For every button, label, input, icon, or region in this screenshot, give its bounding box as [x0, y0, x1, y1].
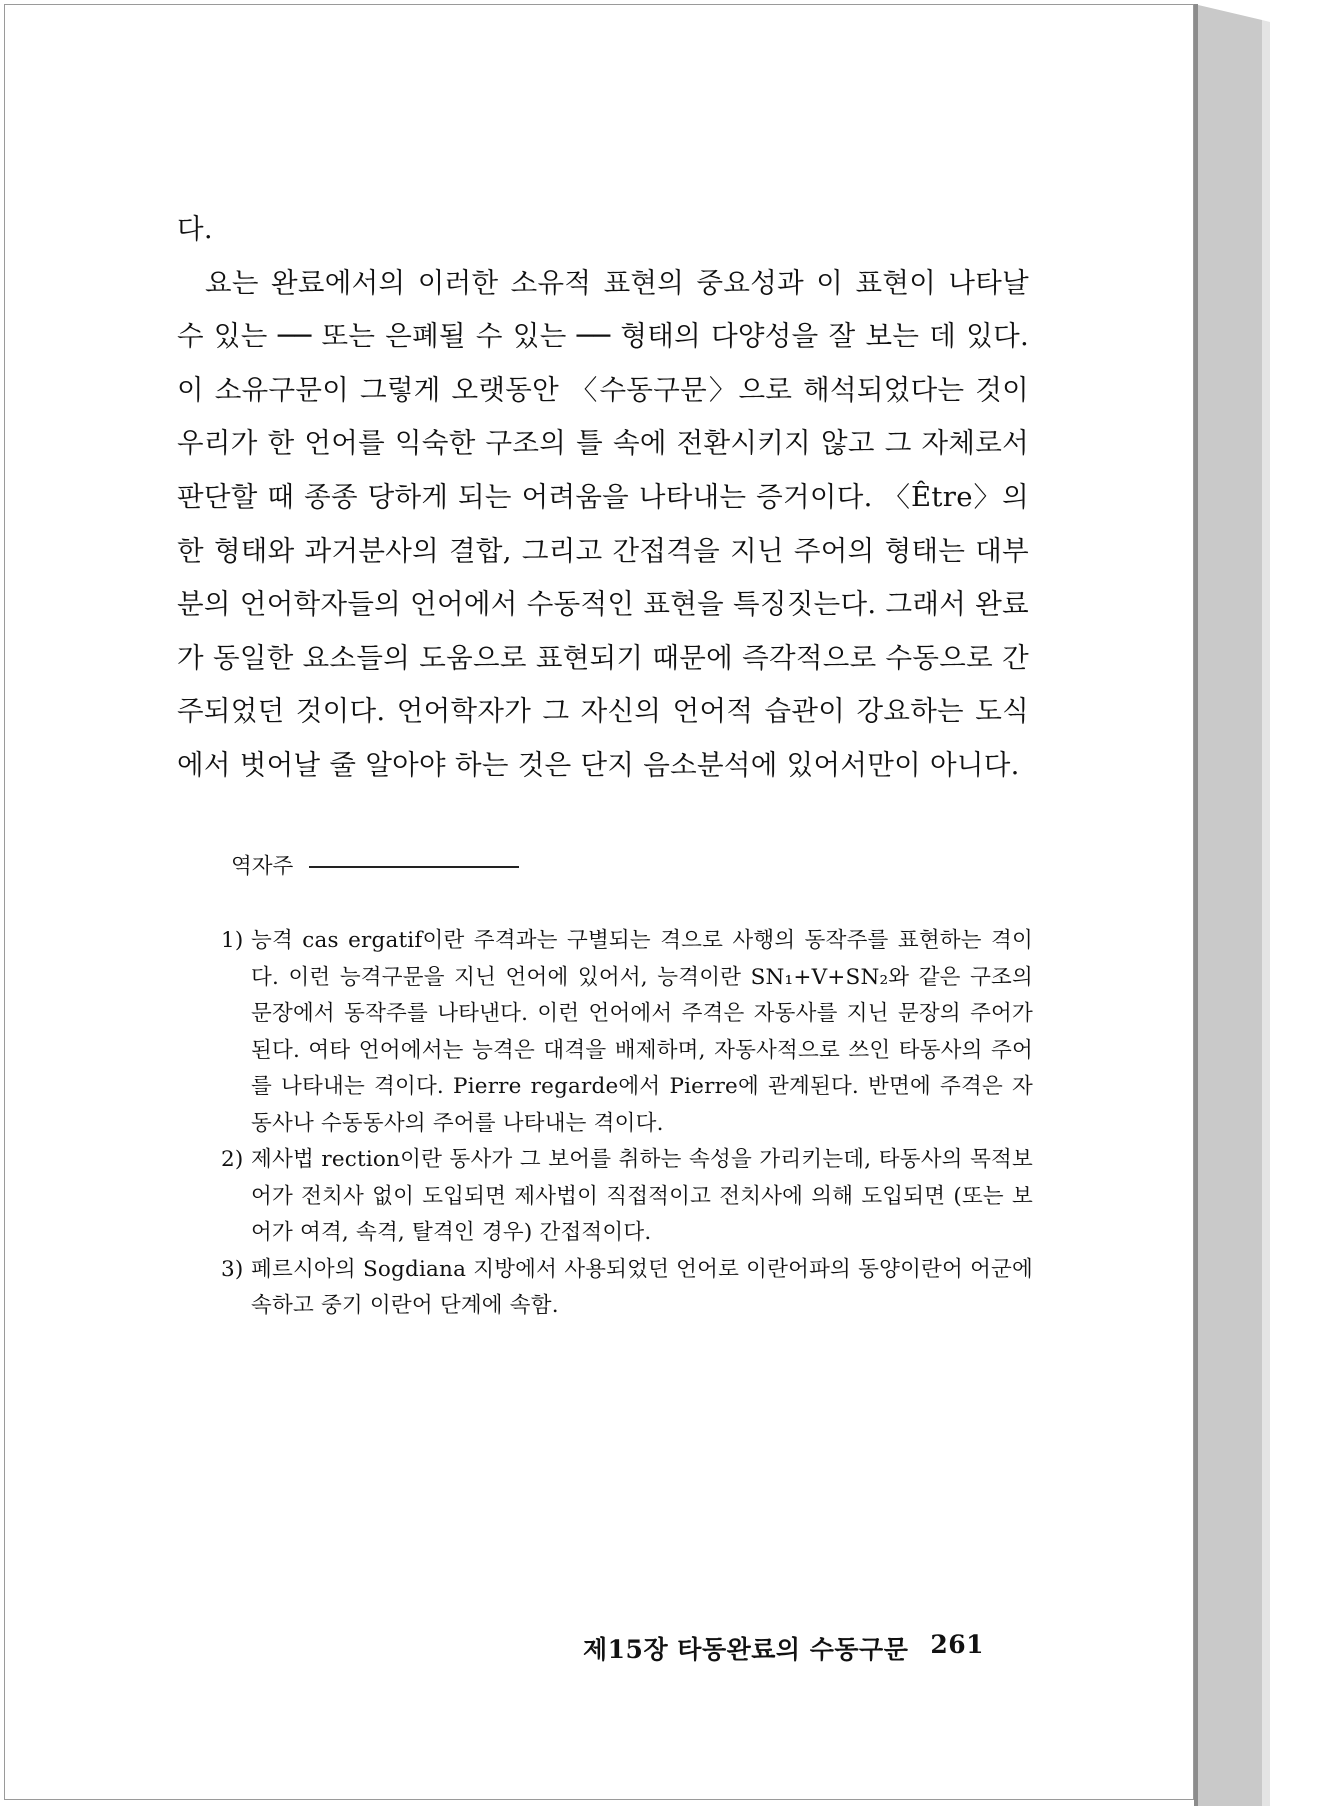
footnote-text: 페르시아의 Sogdiana 지방에서 사용되었던 언어로 이란어파의 동양이란어 어군에 속하고 중기 이란어 단계에 속함. [251, 1256, 1033, 1318]
body-paragraph: 요는 완료에서의 이러한 소유적 표현의 중요성과 이 표현이 나타날 수 있는 ── 또는 은폐될 수 있는 ── 형태의 다양성을 잘 보는 데 있다. 이 소유구문이 그렇게 오랫동안 〈수동구문〉으로 해석되었다는 것이 우리가 한 언어를 익숙한 구조의 틀 속에 전환시키지 않고 그 자체로서 판단할 때 종종 당하게 되는 어려움을 나타내는 증거이다. 〈Être〉의 한 형태와 과거분사의 결합, 그리고 간접격을 지닌 주어의 형태는 대부분의 언어학자들의 언어에서 수동적인 표현을 특징짓는다. 그래서 완료가 동일한 요소들의 도움으로 표현되기 때문에 즉각적으로 수동으로 간주되었던 것이다. 언어학자가 그 자신의 언어적 습관이 강요하는 도식에서 벗어날 줄 알아야 하는 것은 단지 음소분석에 있어서만이 아니다. [177, 266, 1029, 781]
book-page [4, 4, 1194, 1800]
footnote-text: 능격 cas ergatif이란 주격과는 구별되는 격으로 사행의 동작주를 표현하는 격이다. 이런 능격구문을 지닌 언어에 있어서, 능격이란 SN₁+V+SN₂와 같은 구조의 문장에서 동작주를 나타낸다. 이런 언어에서 주격은 자동사를 지닌 문장의 주어가 된다. 여타 언어에서는 능격은 대격을 배제하며, 자동사적으로 쓰인 타동사의 주어를 나타내는 격이다. Pierre regarde에서 Pierre에 관계된다. 반면에 주격은 자동사나 수동동사의 주어를 나타내는 격이다. [251, 928, 1033, 1136]
notes-heading-label: 역자주 [231, 854, 294, 879]
footnote-text: 제사법 rection이란 동사가 그 보어를 취하는 속성을 가리키는데, 타동사의 목적보어가 전치사 없이 도입되면 제사법이 직접적이고 전치사에 의해 도입되면 (또는 보어가 여격, 속격, 탈격인 경우) 간접적이다. [251, 1147, 1033, 1245]
page-number: 261 [930, 1630, 985, 1659]
main-text [177, 203, 1029, 793]
translator-notes-heading [231, 852, 519, 882]
footnote-number: 2) [221, 1147, 244, 1172]
footnote-number: 1) [221, 928, 244, 953]
footnote [221, 1252, 1033, 1325]
chapter-title: 제15장 타동완료의 수동구문 [583, 1635, 909, 1664]
footnote-number: 3) [221, 1256, 244, 1282]
footnote [221, 923, 1033, 1142]
footnote [221, 1142, 1033, 1252]
running-footer [583, 1630, 984, 1666]
translator-notes [221, 923, 1033, 1325]
continued-line: 다. [177, 213, 213, 245]
notes-heading-rule [309, 866, 519, 867]
